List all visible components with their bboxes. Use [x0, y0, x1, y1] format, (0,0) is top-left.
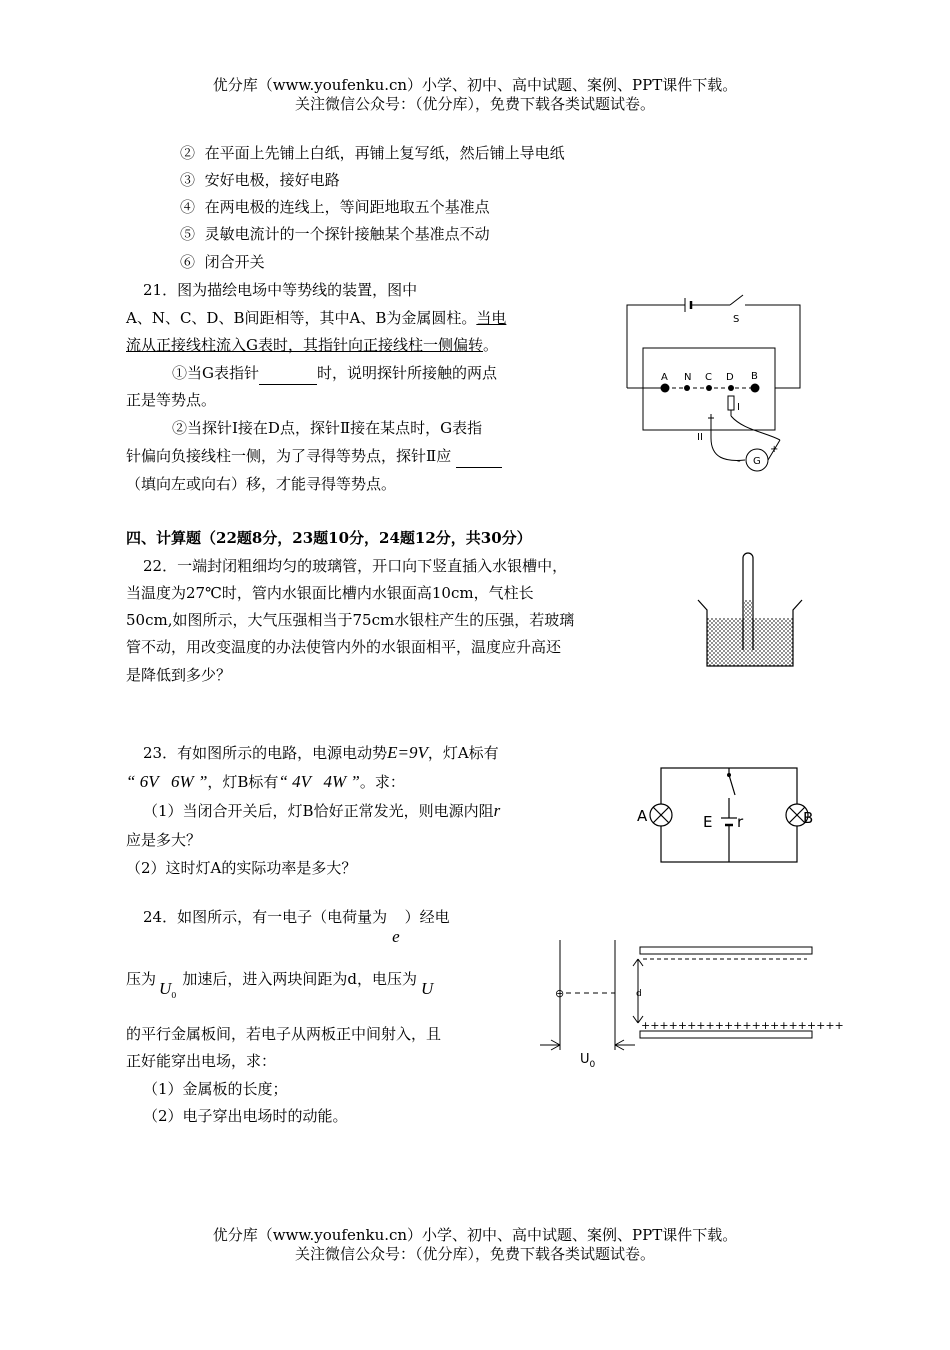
electrode-a — [661, 384, 670, 393]
lamp-b-label: B — [803, 809, 814, 827]
q23-line-4: 应是多大？ — [126, 831, 202, 849]
q24-line-6: （2）电子穿出电场时的动能。 — [143, 1107, 348, 1125]
label-a: A — [661, 372, 668, 383]
mercury-tube-figure — [695, 550, 810, 670]
q21-line-6: ②当探针Ⅰ接在D点，探针Ⅱ接在某点时，G表指 — [172, 419, 483, 437]
galvanometer-label: G — [753, 456, 761, 467]
q24-line-2: 压为 $U_0$加速后，进入两块间距为d，电压为 U — [126, 970, 434, 1000]
answer-blank[interactable] — [456, 445, 502, 468]
q21-line-7: 针偏向负接线柱一侧，为了寻得等势点，探针Ⅱ应 — [126, 445, 502, 468]
minus-label: - — [737, 456, 741, 467]
lamp-a-label: A — [637, 807, 648, 825]
step-item: ③ 安好电极，接好电路 — [180, 171, 340, 189]
emf-label: E — [703, 813, 713, 831]
answer-blank[interactable] — [259, 362, 317, 385]
q24-line-1: 24．如图所示，有一电子（电荷量为e）经电 — [143, 908, 450, 946]
footer-line-2: 关注微信公众号：（优分库），免费下载各类试题试卷。 — [294, 1245, 655, 1263]
internal-resistance-label: r — [737, 813, 744, 831]
step-item: ⑤ 灵敏电流计的一个探针接触某个基准点不动 — [180, 225, 490, 243]
equipotential-apparatus-figure — [615, 290, 805, 480]
q21-line-2: A、N、C、D、B间距相等，其中A、B为金属圆柱。当电 — [126, 309, 507, 327]
q22-line-4: 管不动，用改变温度的办法使管内外的水银面相平，温度应升高还 — [126, 638, 562, 656]
q24-line-4: 正好能穿出电场，求： — [126, 1052, 277, 1070]
header-line-2: 关注微信公众号：（优分库），免费下载各类试题试卷。 — [294, 95, 655, 113]
q24-line-5: （1）金属板的长度； — [143, 1080, 288, 1098]
electron-icon: ⊖ — [555, 987, 565, 1000]
label-n: N — [684, 372, 692, 383]
point-d — [728, 385, 734, 391]
step-item: ⑥ 闭合开关 — [180, 253, 265, 271]
q21-line-8: （填向左或向右）移，才能寻得等势点。 — [126, 475, 397, 493]
label-b: B — [751, 371, 758, 382]
q22-line-5: 是降低到多少？ — [126, 666, 232, 684]
gap-label: d — [636, 989, 642, 999]
header-line-1: 优分库（www.youfenku.cn）小学、初中、高中试题、案例、PPT课件下载。 — [212, 76, 738, 94]
q22-line-1: 22．一端封闭粗细均匀的玻璃管，开口向下竖直插入水银槽中， — [143, 557, 568, 575]
section-title: 四、计算题（22题8分，23题10分，24题12分，共30分） — [126, 529, 532, 547]
plus-label: + — [770, 444, 779, 455]
voltage-label: $U_0$ — [580, 1052, 596, 1070]
label-d: D — [726, 372, 734, 383]
label-c: C — [705, 372, 712, 383]
step-item: ④ 在两电极的连线上，等间距地取五个基准点 — [180, 198, 490, 216]
point-n — [684, 385, 690, 391]
lamp-circuit-figure — [635, 763, 820, 868]
q21-line-1: 21．图为描绘电场中等势线的装置，图中 — [143, 281, 418, 299]
probe-2-label: II — [697, 432, 703, 443]
footer-line-1: 优分库（www.youfenku.cn）小学、初中、高中试题、案例、PPT课件下载。 — [212, 1226, 738, 1244]
probe-1-label: I — [737, 402, 740, 413]
q22-line-2: 当温度为27℃时，管内水银面比槽内水银面高10cm，气柱长 — [126, 584, 534, 602]
q23-line-3: （1）当闭合开关后，灯B恰好正常发光，则电源内阻r — [143, 801, 501, 820]
q23-line-2: “ 6V 6W ”，灯B标有“ 4V 4W ”。求： — [126, 772, 405, 791]
deflection-plates-figure — [535, 935, 844, 1070]
point-c — [706, 385, 712, 391]
electrode-b — [751, 384, 760, 393]
q21-line-5: 正是等势点。 — [126, 391, 217, 409]
q24-line-3: 的平行金属板间，若电子从两板正中间射入，且 — [126, 1025, 442, 1043]
q21-line-4: ①当G表指针 时，说明探针所接触的两点 — [172, 362, 497, 385]
step-item: ② 在平面上先铺上白纸，再铺上复写纸，然后铺上导电纸 — [180, 144, 565, 162]
q22-line-3: 50cm,如图所示，大气压强相当于75cm水银柱产生的压强，若玻璃 — [126, 611, 575, 629]
plus-charges: ++++++++++++++++++++++ — [641, 1019, 844, 1032]
q23-line-1: 23．有如图所示的电路，电源电动势E=9V，灯A标有 — [143, 743, 499, 762]
switch-label: S — [733, 314, 740, 325]
q23-line-5: （2）这时灯A的实际功率是多大？ — [126, 859, 357, 877]
q21-line-3: 流从正接线柱流入G表时，其指针向正接线柱一侧偏转。 — [126, 336, 499, 354]
